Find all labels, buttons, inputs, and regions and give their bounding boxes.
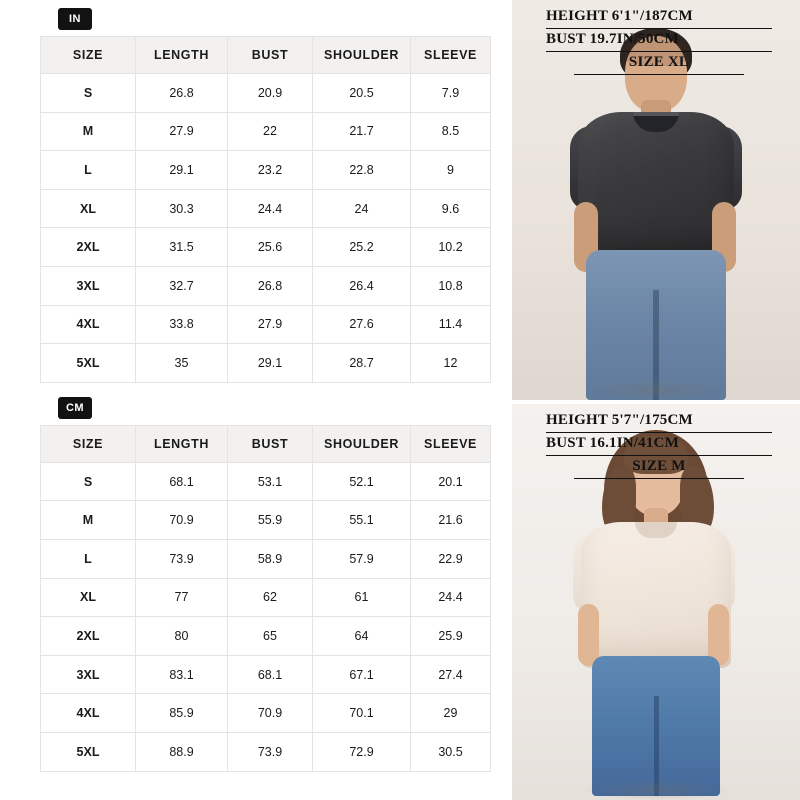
column-header-size: SIZE bbox=[41, 425, 136, 462]
cell-length: 31.5 bbox=[136, 228, 228, 267]
cell-size: 3XL bbox=[41, 266, 136, 305]
cell-bust: 53.1 bbox=[228, 462, 313, 501]
model-card-male bbox=[512, 0, 800, 400]
model-bust-label: BUST 16.1IN/41CM bbox=[546, 433, 772, 456]
cell-size: 3XL bbox=[41, 655, 136, 694]
cell-size: M bbox=[41, 501, 136, 540]
column-header-sleeve: SLEEVE bbox=[411, 425, 491, 462]
table-row bbox=[41, 151, 491, 190]
table-row bbox=[41, 617, 491, 656]
table-row bbox=[41, 578, 491, 617]
cell-size: S bbox=[41, 462, 136, 501]
cell-shoulder: 64 bbox=[313, 617, 411, 656]
unit-badge-in: IN bbox=[58, 8, 92, 30]
cell-shoulder: 70.1 bbox=[313, 694, 411, 733]
model-size-label: SIZE XL bbox=[574, 52, 744, 75]
cell-length: 33.8 bbox=[136, 305, 228, 344]
cell-size: S bbox=[41, 74, 136, 113]
cell-sleeve: 30.5 bbox=[411, 732, 491, 771]
cell-sleeve: 9.6 bbox=[411, 189, 491, 228]
floor-shadow bbox=[582, 380, 732, 400]
cell-sleeve: 9 bbox=[411, 151, 491, 190]
cell-bust: 25.6 bbox=[228, 228, 313, 267]
cell-size: XL bbox=[41, 578, 136, 617]
column-header-sleeve: SLEEVE bbox=[411, 37, 491, 74]
table-row bbox=[41, 344, 491, 383]
column-header-bust: BUST bbox=[228, 425, 313, 462]
cell-size: 4XL bbox=[41, 694, 136, 733]
cell-sleeve: 24.4 bbox=[411, 578, 491, 617]
cell-shoulder: 67.1 bbox=[313, 655, 411, 694]
female-model-specs bbox=[512, 404, 800, 479]
cell-bust: 24.4 bbox=[228, 189, 313, 228]
cell-sleeve: 20.1 bbox=[411, 462, 491, 501]
column-header-shoulder: SHOULDER bbox=[313, 425, 411, 462]
size-tables-column bbox=[40, 8, 490, 792]
cell-sleeve: 21.6 bbox=[411, 501, 491, 540]
cell-shoulder: 28.7 bbox=[313, 344, 411, 383]
cell-bust: 55.9 bbox=[228, 501, 313, 540]
cell-sleeve: 7.9 bbox=[411, 74, 491, 113]
cell-bust: 22 bbox=[228, 112, 313, 151]
cell-size: 2XL bbox=[41, 617, 136, 656]
cell-shoulder: 21.7 bbox=[313, 112, 411, 151]
column-header-length: LENGTH bbox=[136, 425, 228, 462]
model-size-label: SIZE M bbox=[574, 456, 744, 479]
table-row bbox=[41, 305, 491, 344]
table-row bbox=[41, 74, 491, 113]
cell-length: 27.9 bbox=[136, 112, 228, 151]
cell-bust: 65 bbox=[228, 617, 313, 656]
cell-size: L bbox=[41, 539, 136, 578]
cell-bust: 70.9 bbox=[228, 694, 313, 733]
unit-badge-cm: CM bbox=[58, 397, 92, 419]
cell-sleeve: 22.9 bbox=[411, 539, 491, 578]
cell-length: 70.9 bbox=[136, 501, 228, 540]
cell-sleeve: 10.2 bbox=[411, 228, 491, 267]
column-header-shoulder: SHOULDER bbox=[313, 37, 411, 74]
cell-shoulder: 20.5 bbox=[313, 74, 411, 113]
cell-length: 30.3 bbox=[136, 189, 228, 228]
table-row bbox=[41, 189, 491, 228]
cell-length: 35 bbox=[136, 344, 228, 383]
model-photos-column bbox=[512, 0, 800, 800]
cell-length: 88.9 bbox=[136, 732, 228, 771]
cell-size: L bbox=[41, 151, 136, 190]
table-row bbox=[41, 501, 491, 540]
cell-bust: 58.9 bbox=[228, 539, 313, 578]
cell-shoulder: 52.1 bbox=[313, 462, 411, 501]
cell-bust: 20.9 bbox=[228, 74, 313, 113]
table-row bbox=[41, 539, 491, 578]
size-table-block-cm bbox=[40, 397, 490, 772]
table-header-row bbox=[41, 425, 491, 462]
cell-length: 73.9 bbox=[136, 539, 228, 578]
cell-shoulder: 61 bbox=[313, 578, 411, 617]
cell-shoulder: 72.9 bbox=[313, 732, 411, 771]
column-header-size: SIZE bbox=[41, 37, 136, 74]
table-row bbox=[41, 732, 491, 771]
cell-length: 26.8 bbox=[136, 74, 228, 113]
cell-sleeve: 11.4 bbox=[411, 305, 491, 344]
cell-sleeve: 8.5 bbox=[411, 112, 491, 151]
table-row bbox=[41, 112, 491, 151]
model-height-label: HEIGHT 5'7"/175CM bbox=[546, 410, 772, 433]
floor-shadow bbox=[582, 780, 732, 800]
cell-size: 5XL bbox=[41, 732, 136, 771]
cell-length: 83.1 bbox=[136, 655, 228, 694]
cell-size: XL bbox=[41, 189, 136, 228]
cell-length: 77 bbox=[136, 578, 228, 617]
model-bust-label: BUST 19.7IN/50CM bbox=[546, 29, 772, 52]
cell-shoulder: 24 bbox=[313, 189, 411, 228]
cell-shoulder: 27.6 bbox=[313, 305, 411, 344]
table-spacer bbox=[40, 383, 490, 397]
column-header-bust: BUST bbox=[228, 37, 313, 74]
cell-bust: 29.1 bbox=[228, 344, 313, 383]
male-model-specs bbox=[512, 0, 800, 75]
cell-shoulder: 26.4 bbox=[313, 266, 411, 305]
cell-sleeve: 29 bbox=[411, 694, 491, 733]
cell-length: 29.1 bbox=[136, 151, 228, 190]
table-row bbox=[41, 462, 491, 501]
cell-bust: 73.9 bbox=[228, 732, 313, 771]
cell-size: 2XL bbox=[41, 228, 136, 267]
size-table-cm bbox=[40, 425, 491, 772]
cell-shoulder: 57.9 bbox=[313, 539, 411, 578]
cell-shoulder: 25.2 bbox=[313, 228, 411, 267]
cell-bust: 27.9 bbox=[228, 305, 313, 344]
cell-length: 68.1 bbox=[136, 462, 228, 501]
model-height-label: HEIGHT 6'1"/187CM bbox=[546, 6, 772, 29]
table-header-row bbox=[41, 37, 491, 74]
left-forearm bbox=[578, 604, 599, 666]
table-row bbox=[41, 694, 491, 733]
cell-sleeve: 25.9 bbox=[411, 617, 491, 656]
cell-sleeve: 12 bbox=[411, 344, 491, 383]
cell-size: 5XL bbox=[41, 344, 136, 383]
tshirt-body bbox=[578, 112, 734, 262]
table-row bbox=[41, 655, 491, 694]
cell-size: 4XL bbox=[41, 305, 136, 344]
cell-size: M bbox=[41, 112, 136, 151]
column-header-length: LENGTH bbox=[136, 37, 228, 74]
cell-length: 85.9 bbox=[136, 694, 228, 733]
cell-bust: 26.8 bbox=[228, 266, 313, 305]
cell-shoulder: 22.8 bbox=[313, 151, 411, 190]
table-row bbox=[41, 228, 491, 267]
cell-sleeve: 10.8 bbox=[411, 266, 491, 305]
size-table-in bbox=[40, 36, 491, 383]
cell-bust: 68.1 bbox=[228, 655, 313, 694]
cell-length: 80 bbox=[136, 617, 228, 656]
table-row bbox=[41, 266, 491, 305]
cell-length: 32.7 bbox=[136, 266, 228, 305]
cell-bust: 23.2 bbox=[228, 151, 313, 190]
size-table-block-in bbox=[40, 8, 490, 383]
cell-shoulder: 55.1 bbox=[313, 501, 411, 540]
cell-sleeve: 27.4 bbox=[411, 655, 491, 694]
cell-bust: 62 bbox=[228, 578, 313, 617]
model-card-female bbox=[512, 400, 800, 800]
